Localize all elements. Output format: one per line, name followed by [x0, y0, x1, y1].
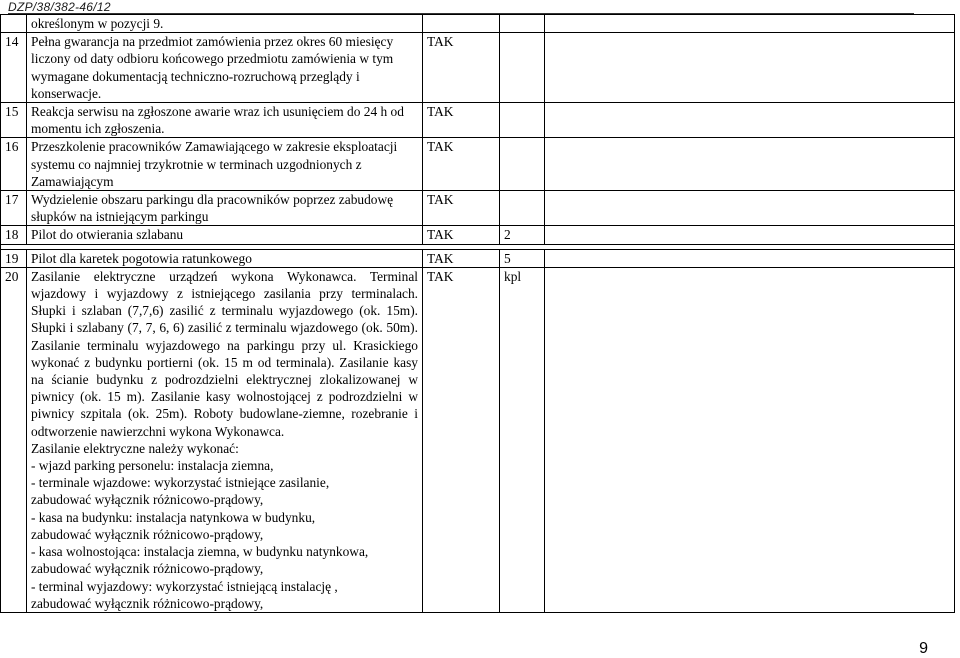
row-offer-cell — [545, 33, 955, 103]
specification-table — [0, 14, 955, 613]
row-number: 15 — [1, 103, 27, 138]
row-description: Zasilanie elektryczne urządzeń wykona Wykonawca. Terminal wjazdowy i wyjazdowy z istniejącego zasilania przy terminalach. Słupki i szlaban (7,7,6) zasilić z terminalu wyjazdowego (ok. 15m). Słupki i szlabany (7, 7, 6, 6) zasilić z terminalu wjazdowego (ok. 50m). Zasilanie terminalu wyjazdowego na parkingu przy ul. Krasickiego wykonać z budynku portierni (ok. 15 m od terminala). Zasilanie kasy na ścianie budynku z podrozdzielni elektrycznej zlokalizowanej w piwnicy (ok. 15 m). Zasilanie kasy wolnostojącej z podrozdzielni w piwnicy szpitala (ok. 25m). Roboty budowlane-ziemne, rozebranie i odtworzenie nawierzchni wykona Wykonawca. — [31, 268, 418, 439]
row-number: 16 — [1, 138, 27, 191]
table-row — [1, 191, 955, 226]
row-description: Przeszkolenie pracowników Zamawiającego w zakresie eksploatacji systemu co najmniej trzykrotnie w terminach uzgodnionych z Zamawiającym — [27, 138, 423, 191]
row-value — [423, 15, 500, 33]
row-offer-cell — [545, 15, 955, 33]
row-quantity: 2 — [500, 226, 545, 244]
row-quantity: kpl — [500, 267, 545, 612]
row-number: 20 — [1, 267, 27, 612]
power-line: - wjazd parking personelu: instalacja ziemna, — [31, 458, 274, 474]
table-row — [1, 33, 955, 103]
row-quantity — [500, 103, 545, 138]
row-number: 14 — [1, 33, 27, 103]
row-description: Wydzielenie obszaru parkingu dla pracowników poprzez zabudowę słupków na istniejącym parkingu — [27, 191, 423, 226]
power-line: - terminale wjazdowe: wykorzystać istniejące zasilanie, — [31, 475, 330, 491]
row-number — [1, 15, 27, 33]
row-number: 17 — [1, 191, 27, 226]
table-row — [1, 138, 955, 191]
table-row — [1, 249, 955, 267]
row-description: określonym w pozycji 9. — [27, 15, 423, 33]
row-quantity — [500, 33, 545, 103]
row-offer-cell — [545, 138, 955, 191]
row-value: TAK — [423, 226, 500, 244]
row-quantity — [500, 15, 545, 33]
power-line: - terminal wyjazdowy: wykorzystać istniejącą instalację , — [31, 578, 338, 594]
row-description: Pełna gwarancja na przedmiot zamówienia przez okres 60 miesięcy liczony od daty odbioru końcowego przedmiotu zamówienia w tym wymagane dokumentacją techniczno-rozruchową przeglądy i konserwacje. — [27, 33, 423, 103]
row-quantity — [500, 138, 545, 191]
power-line: zabudować wyłącznik różnicowo-prądowy, — [31, 561, 264, 577]
row-value: TAK — [423, 33, 500, 103]
row-number: 18 — [1, 226, 27, 244]
row-offer-cell — [545, 249, 955, 267]
row-quantity — [500, 191, 545, 226]
power-line: zabudować wyłącznik różnicowo-prądowy, — [31, 526, 264, 542]
document-reference-code: DZP/38/382-46/12 — [8, 0, 111, 14]
row-description: Reakcja serwisu na zgłoszone awarie wraz ich usunięciem do 24 h od momentu ich zgłoszenia. — [27, 103, 423, 138]
row-value: TAK — [423, 103, 500, 138]
row-offer-cell — [545, 191, 955, 226]
power-line: zabudować wyłącznik różnicowo-prądowy, — [31, 595, 264, 611]
row-description: Pilot do otwierania szlabanu — [27, 226, 423, 244]
row-offer-cell — [545, 267, 955, 612]
power-line: Zasilanie elektryczne należy wykonać: — [31, 440, 239, 456]
row-description-block — [27, 267, 423, 612]
row-value: TAK — [423, 138, 500, 191]
row-value: TAK — [423, 249, 500, 267]
row-offer-cell — [545, 103, 955, 138]
page-number: 9 — [919, 640, 928, 657]
row-description: Pilot dla karetek pogotowia ratunkowego — [27, 249, 423, 267]
power-line: - kasa na budynku: instalacja natynkowa w budynku, — [31, 509, 316, 525]
row-offer-cell — [545, 226, 955, 244]
table-row — [1, 103, 955, 138]
row-quantity: 5 — [500, 249, 545, 267]
power-line: - kasa wolnostojąca: instalacja ziemna, w budynku natynkowa, — [31, 544, 369, 560]
row-value: TAK — [423, 267, 500, 612]
table-row — [1, 226, 955, 244]
power-line: zabudować wyłącznik różnicowo-prądowy, — [31, 492, 264, 508]
row-value: TAK — [423, 191, 500, 226]
row-number: 19 — [1, 249, 27, 267]
table-row — [1, 15, 955, 33]
table-row — [1, 267, 955, 612]
